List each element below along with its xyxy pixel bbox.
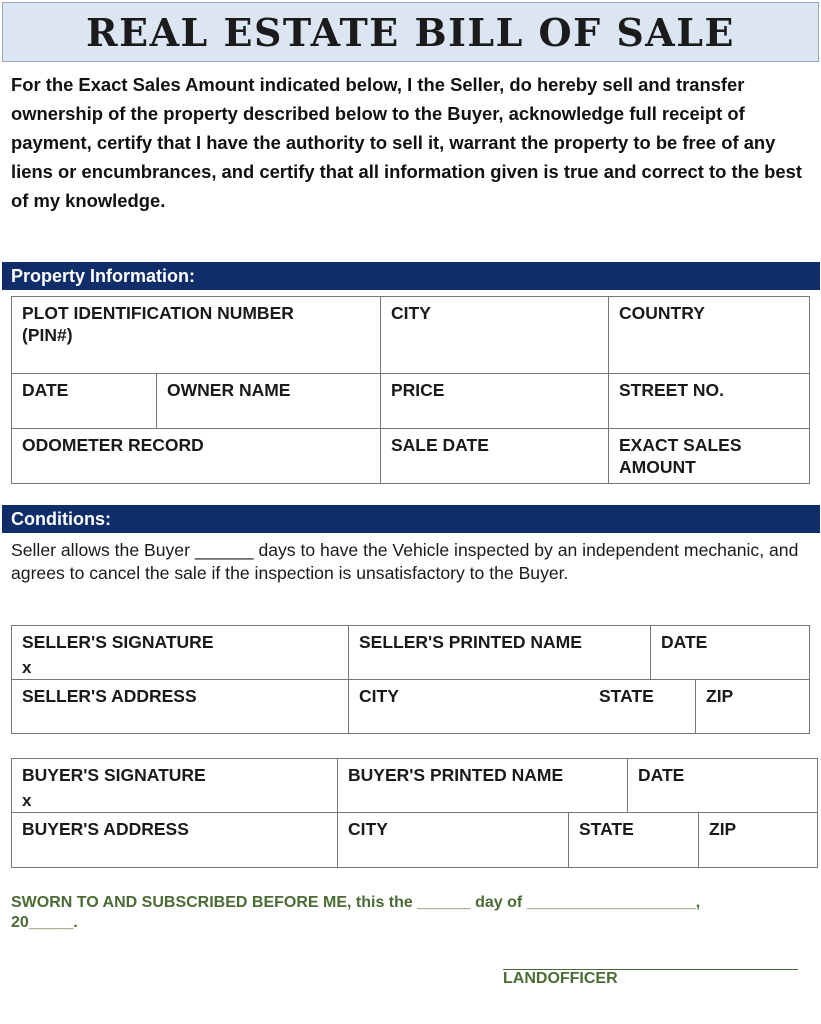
buyer-state-field[interactable] xyxy=(568,812,699,868)
buyer-date-label: DATE xyxy=(638,765,685,785)
buyer-city-label: CITY xyxy=(348,819,388,839)
city-label: CITY xyxy=(391,303,431,323)
seller-signature-field[interactable] xyxy=(11,625,349,680)
buyer-date-field[interactable] xyxy=(627,758,818,813)
sworn-line-2: 20_____. xyxy=(11,914,78,931)
buyer-address-label: BUYER'S ADDRESS xyxy=(22,819,189,839)
seller-address-label: SELLER'S ADDRESS xyxy=(22,686,197,706)
sale-date-field[interactable] xyxy=(380,428,609,484)
date-field[interactable] xyxy=(11,373,157,429)
buyer-state-label: STATE xyxy=(579,819,634,839)
seller-city-state-field[interactable] xyxy=(348,679,696,734)
seller-state-label: STATE xyxy=(599,686,654,706)
buyer-signature-field[interactable] xyxy=(11,758,338,813)
date-label: DATE xyxy=(22,380,69,400)
buyer-city-field[interactable] xyxy=(337,812,569,868)
conditions-header: Conditions: xyxy=(2,505,820,533)
seller-printed-name-field[interactable] xyxy=(348,625,651,680)
buyer-zip-field[interactable] xyxy=(698,812,818,868)
street-no-field[interactable] xyxy=(608,373,810,429)
sale-date-label: SALE DATE xyxy=(391,435,489,455)
buyer-zip-label: ZIP xyxy=(709,819,737,839)
title-banner xyxy=(2,2,819,62)
buyer-printed-name-label: BUYER'S PRINTED NAME xyxy=(348,765,564,785)
owner-name-field[interactable] xyxy=(156,373,381,429)
buyer-address-field[interactable] xyxy=(11,812,338,868)
buyer-signature-x-mark: x xyxy=(22,791,32,810)
exact-sales-label: EXACT SALES xyxy=(619,435,742,455)
seller-signature-x-mark: x xyxy=(22,658,32,677)
conditions-text: Seller allows the Buyer ______ days to have the Vehicle inspected by an independent mechanic, and agrees to cancel the sale if the inspection is unsatisfactory to the Buyer. xyxy=(11,540,799,583)
price-label: PRICE xyxy=(391,380,445,400)
pin-label-suffix: (PIN#) xyxy=(22,325,73,345)
seller-address-field[interactable] xyxy=(11,679,349,734)
buyer-printed-name-field[interactable] xyxy=(337,758,628,813)
seller-zip-label: ZIP xyxy=(706,686,734,706)
price-field[interactable] xyxy=(380,373,609,429)
sworn-statement xyxy=(11,893,811,933)
pin-field[interactable] xyxy=(11,296,381,374)
city-field[interactable] xyxy=(380,296,609,374)
seller-date-field[interactable] xyxy=(650,625,810,680)
seller-printed-name-label: SELLER'S PRINTED NAME xyxy=(359,632,582,652)
exact-sales-amount-field[interactable] xyxy=(608,428,810,484)
seller-date-label: DATE xyxy=(661,632,708,652)
seller-city-label: CITY xyxy=(359,686,399,706)
property-information-header: Property Information: xyxy=(2,262,820,290)
seller-signature-label: SELLER'S SIGNATURE xyxy=(22,632,214,652)
intro-paragraph: For the Exact Sales Amount indicated below, I the Seller, do hereby sell and transfer ownership of the property described below to the Buyer, acknowledge full receipt of payment, certify that I have the authority to sell it, warrant the property to be free of any liens or encumbrances, and certify that all information given is true and correct to the best of my knowledge. xyxy=(11,74,802,211)
document-title: REAL ESTATE BILL OF SALE xyxy=(86,9,735,55)
buyer-signature-label: BUYER'S SIGNATURE xyxy=(22,765,206,785)
seller-zip-field[interactable] xyxy=(695,679,810,734)
odometer-record-field[interactable] xyxy=(11,428,381,484)
exact-sales-label-suffix: AMOUNT xyxy=(619,457,696,477)
sworn-line-1: SWORN TO AND SUBSCRIBED BEFORE ME, this the ______ day of ___________________, xyxy=(11,894,701,911)
pin-label: PLOT IDENTIFICATION NUMBER xyxy=(22,303,294,323)
country-field[interactable] xyxy=(608,296,810,374)
street-no-label: STREET NO. xyxy=(619,380,725,400)
owner-name-label: OWNER NAME xyxy=(167,380,291,400)
country-label: COUNTRY xyxy=(619,303,705,323)
land-officer-label: LANDOFFICER xyxy=(503,970,618,987)
odometer-record-label: ODOMETER RECORD xyxy=(22,435,204,455)
